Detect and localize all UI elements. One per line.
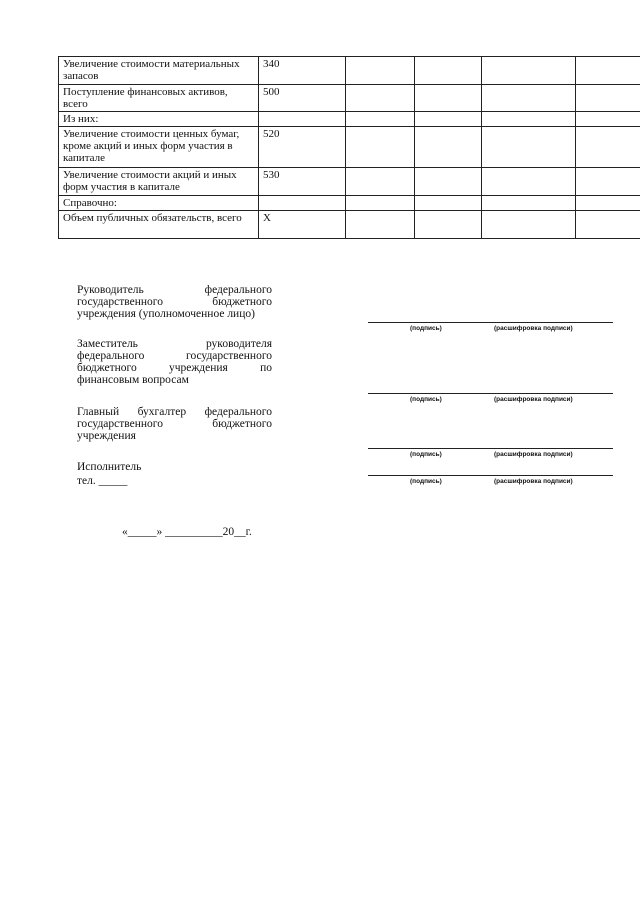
table-cell (482, 211, 576, 239)
date-line: «_____» __________20__г. (122, 526, 252, 538)
head-signatory-label: Руководитель федерального государственного бюджетного учреждения (уполномоченное лицо) (77, 284, 272, 320)
row-code: 340 (259, 57, 346, 85)
table-cell (415, 127, 482, 168)
row-name: Из них: (59, 112, 259, 127)
table-cell (482, 57, 576, 85)
signature-line (368, 448, 613, 449)
table-cell (482, 168, 576, 196)
chief-accountant-label: Главный бухгалтер федерального государственного бюджетного учреждения (77, 406, 272, 442)
table-cell (482, 112, 576, 127)
table-cell (576, 168, 640, 196)
table-row (59, 127, 640, 168)
row-code: 520 (259, 127, 346, 168)
table-cell (482, 196, 576, 211)
table-cell (576, 57, 640, 85)
row-code (259, 196, 346, 211)
table-cell (346, 85, 415, 112)
report-table (58, 56, 640, 239)
signature-caption: (подпись) (410, 478, 442, 485)
table-cell (415, 57, 482, 85)
row-name: Увеличение стоимости акций и иных форм участия в капитале (59, 168, 259, 196)
row-name: Поступление финансовых активов, всего (59, 85, 259, 112)
signature-caption: (подпись) (410, 325, 442, 332)
table-cell (576, 85, 640, 112)
table-cell (415, 211, 482, 239)
table-row (59, 57, 640, 85)
table-cell (346, 168, 415, 196)
signature-line (368, 475, 613, 476)
table-row (59, 211, 640, 239)
table-cell (346, 127, 415, 168)
signature-decode-caption: (расшифровка подписи) (494, 325, 573, 332)
row-code: 530 (259, 168, 346, 196)
table-row (59, 196, 640, 211)
row-name: Справочно: (59, 196, 259, 211)
signature-decode-caption: (расшифровка подписи) (494, 451, 573, 458)
table-cell (576, 127, 640, 168)
row-name: Увеличение стоимости ценных бумаг, кроме акций и иных форм участия в капитале (59, 127, 259, 168)
table-cell (576, 196, 640, 211)
table-cell (346, 57, 415, 85)
row-code: 500 (259, 85, 346, 112)
table-cell (415, 85, 482, 112)
table-cell (482, 85, 576, 112)
table-cell (346, 196, 415, 211)
signature-caption: (подпись) (410, 396, 442, 403)
table-cell (346, 112, 415, 127)
signature-line (368, 393, 613, 394)
signature-caption: (подпись) (410, 451, 442, 458)
deputy-signatory-label: Заместитель руководителя федерального государственного бюджетного учреждения по финансовым вопросам (77, 338, 272, 386)
row-code: X (259, 211, 346, 239)
signature-decode-caption: (расшифровка подписи) (494, 396, 573, 403)
phone-label: тел. _____ (77, 475, 128, 487)
table-row (59, 168, 640, 196)
table-cell (576, 211, 640, 239)
table-cell (415, 168, 482, 196)
signature-line (368, 322, 613, 323)
table-row (59, 85, 640, 112)
executor-label: Исполнитель (77, 461, 142, 473)
table-cell (576, 112, 640, 127)
table-cell (482, 127, 576, 168)
signature-decode-caption: (расшифровка подписи) (494, 478, 573, 485)
row-name: Увеличение стоимости материальных запасов (59, 57, 259, 85)
row-code (259, 112, 346, 127)
table-row (59, 112, 640, 127)
row-name: Объем публичных обязательств, всего (59, 211, 259, 239)
table-cell (346, 211, 415, 239)
table-cell (415, 196, 482, 211)
table-cell (415, 112, 482, 127)
